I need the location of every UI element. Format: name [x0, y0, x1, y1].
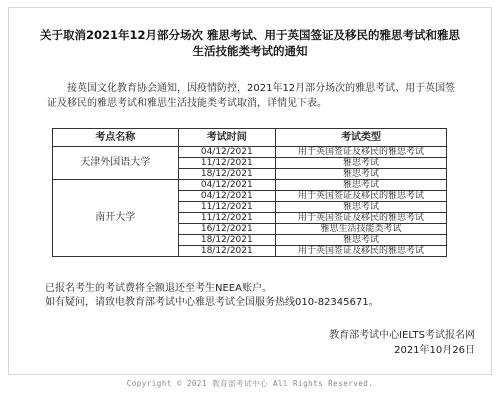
note-refund: 已报名考生的考试费将全额退还至考生NEEA账户。: [45, 283, 272, 294]
copyright-footer: Copyright © 2021 教育部考试中心 All Rights Reserved.: [126, 379, 374, 388]
site-tjfsu: 天津外国语大学: [53, 147, 179, 180]
notice-page: [8, 7, 492, 375]
notice-signature: [329, 328, 475, 358]
row-type: 用于英国签证及移民的雅思考试: [276, 147, 447, 158]
signature-org: 教育部考试中心IELTS考试报名网: [329, 330, 475, 341]
table-row: [53, 147, 447, 158]
row-type: 雅思考试: [276, 235, 447, 246]
row-type: 用于英国签证及移民的雅思考试: [276, 213, 447, 224]
row-type: 雅思考试: [276, 180, 447, 191]
table-header-row: [53, 129, 447, 147]
row-type: 雅思生活技能类考试: [276, 224, 447, 235]
row-date: 16/12/2021: [178, 224, 275, 235]
table-row: [53, 180, 447, 191]
row-date: 04/12/2021: [178, 180, 275, 191]
site-nankai: 南开大学: [53, 180, 179, 257]
row-date: 18/12/2021: [178, 246, 275, 257]
note-hotline: 如有疑问，请致电教育部考试中心雅思考试全国服务热线010-82345671。: [45, 297, 379, 308]
signature-date: 2021年10月26日: [394, 345, 475, 356]
row-type: 雅思考试: [276, 202, 447, 213]
row-date: 04/12/2021: [178, 147, 275, 158]
row-date: 11/12/2021: [178, 202, 275, 213]
row-type: 雅思考试: [276, 158, 447, 169]
header-date: 考试时间: [178, 129, 275, 147]
header-type: 考试类型: [276, 129, 447, 147]
row-date: 11/12/2021: [178, 158, 275, 169]
row-date: 18/12/2021: [178, 169, 275, 180]
row-type: 用于英国签证及移民的雅思考试: [276, 246, 447, 257]
notice-notes: [45, 282, 379, 310]
notice-title: 关于取消2021年12月部分场次 雅思考试、用于英国签证及移民的雅思考试和雅思生活技能类考试的通知: [39, 28, 460, 58]
row-type: 用于英国签证及移民的雅思考试: [276, 191, 447, 202]
row-date: 04/12/2021: [178, 191, 275, 202]
row-date: 18/12/2021: [178, 235, 275, 246]
header-site: 考点名称: [53, 129, 179, 147]
notice-intro: 接英国文化教育协会通知，因疫情防控，2021年12月部分场次的雅思考试、用于英国签证及移民的雅思考试和雅思生活技能类考试取消，详情见下表。: [47, 83, 456, 109]
row-type: 雅思考试: [276, 169, 447, 180]
cancellation-table: [52, 128, 447, 257]
row-date: 11/12/2021: [178, 213, 275, 224]
